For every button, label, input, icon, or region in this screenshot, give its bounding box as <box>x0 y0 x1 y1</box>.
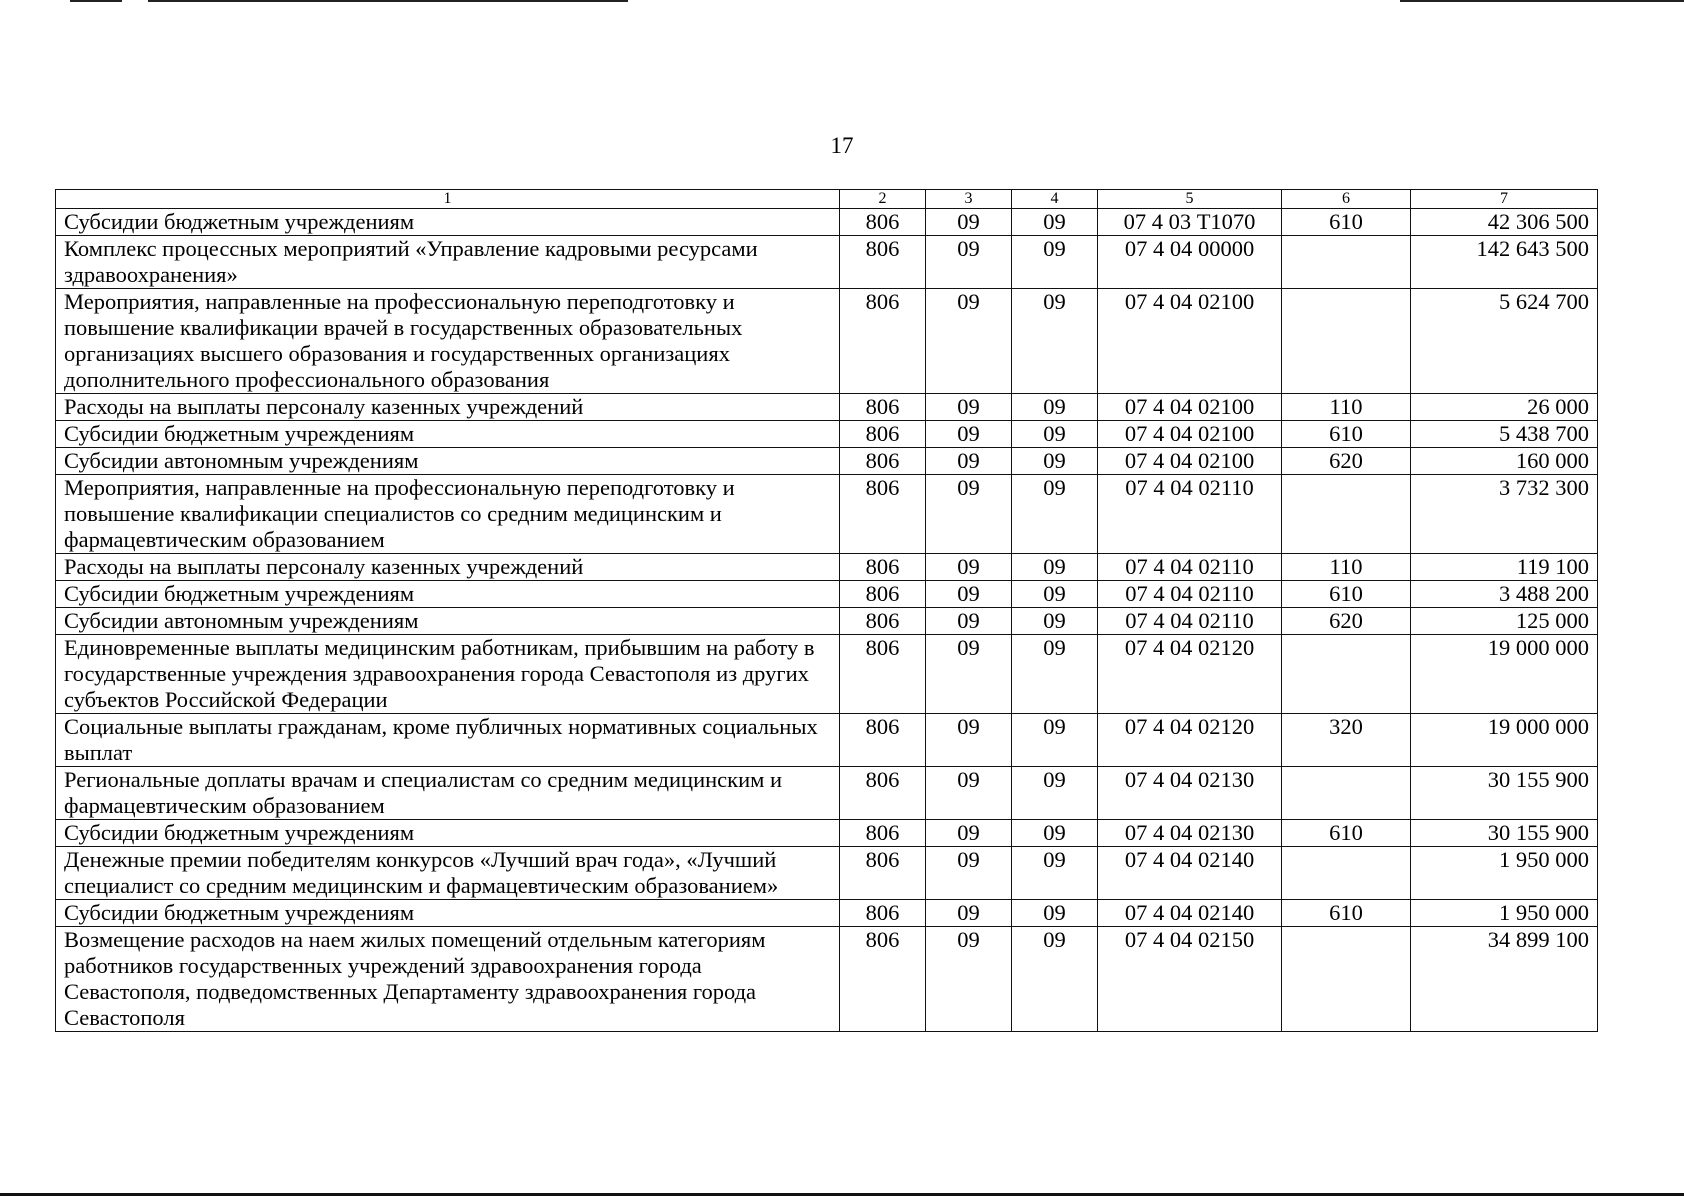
line-item-name: Денежные премии победителям конкурсов «Лучший врач года», «Лучший специалист со средним медицинским и фармацевтическим образованием» <box>56 847 840 900</box>
table-row <box>56 448 1598 475</box>
target-article-code: 07 4 04 02140 <box>1098 847 1282 900</box>
line-item-name: Мероприятия, направленные на профессиональную переподготовку и повышение квалификации врачей в государственных образовательных организациях высшего образования и государственных организациях дополнительного профессионального образования <box>56 289 840 394</box>
section-code: 09 <box>926 820 1012 847</box>
amount: 19 000 000 <box>1411 714 1598 767</box>
line-item-name: Субсидии автономным учреждениям <box>56 608 840 635</box>
amount: 119 100 <box>1411 554 1598 581</box>
table-row <box>56 927 1598 1032</box>
expense-type-code <box>1282 635 1411 714</box>
subsection-code: 09 <box>1012 475 1098 554</box>
amount: 1 950 000 <box>1411 900 1598 927</box>
column-number: 6 <box>1282 190 1411 209</box>
ministry-code: 806 <box>840 900 926 927</box>
column-number-row <box>56 190 1598 209</box>
section-code: 09 <box>926 714 1012 767</box>
subsection-code: 09 <box>1012 448 1098 475</box>
table-row <box>56 900 1598 927</box>
ministry-code: 806 <box>840 820 926 847</box>
table-row <box>56 767 1598 820</box>
line-item-name: Расходы на выплаты персоналу казенных учреждений <box>56 554 840 581</box>
section-code: 09 <box>926 394 1012 421</box>
subsection-code: 09 <box>1012 209 1098 236</box>
column-number: 7 <box>1411 190 1598 209</box>
section-code: 09 <box>926 927 1012 1032</box>
ministry-code: 806 <box>840 714 926 767</box>
amount: 26 000 <box>1411 394 1598 421</box>
ministry-code: 806 <box>840 635 926 714</box>
target-article-code: 07 4 04 02120 <box>1098 635 1282 714</box>
table-row <box>56 554 1598 581</box>
expense-type-code: 620 <box>1282 608 1411 635</box>
subsection-code: 09 <box>1012 608 1098 635</box>
amount: 5 624 700 <box>1411 289 1598 394</box>
table-row <box>56 581 1598 608</box>
ministry-code: 806 <box>840 448 926 475</box>
section-code: 09 <box>926 554 1012 581</box>
line-item-name: Субсидии бюджетным учреждениям <box>56 581 840 608</box>
ministry-code: 806 <box>840 475 926 554</box>
table-row <box>56 475 1598 554</box>
target-article-code: 07 4 04 02120 <box>1098 714 1282 767</box>
ministry-code: 806 <box>840 767 926 820</box>
subsection-code: 09 <box>1012 554 1098 581</box>
line-item-name: Социальные выплаты гражданам, кроме публичных нормативных социальных выплат <box>56 714 840 767</box>
section-code: 09 <box>926 767 1012 820</box>
expense-type-code: 320 <box>1282 714 1411 767</box>
ministry-code: 806 <box>840 847 926 900</box>
expense-type-code: 610 <box>1282 209 1411 236</box>
target-article-code: 07 4 04 02100 <box>1098 289 1282 394</box>
expense-type-code: 610 <box>1282 581 1411 608</box>
column-number: 3 <box>926 190 1012 209</box>
section-code: 09 <box>926 236 1012 289</box>
target-article-code: 07 4 04 02150 <box>1098 927 1282 1032</box>
target-article-code: 07 4 04 02130 <box>1098 767 1282 820</box>
expense-type-code <box>1282 236 1411 289</box>
expense-type-code <box>1282 927 1411 1032</box>
amount: 19 000 000 <box>1411 635 1598 714</box>
amount: 3 732 300 <box>1411 475 1598 554</box>
amount: 160 000 <box>1411 448 1598 475</box>
amount: 5 438 700 <box>1411 421 1598 448</box>
ministry-code: 806 <box>840 236 926 289</box>
table-row <box>56 635 1598 714</box>
page-number: 17 <box>830 133 854 158</box>
table-row <box>56 714 1598 767</box>
top-scan-rule <box>148 0 628 2</box>
target-article-code: 07 4 04 02130 <box>1098 820 1282 847</box>
ministry-code: 806 <box>840 289 926 394</box>
subsection-code: 09 <box>1012 900 1098 927</box>
subsection-code: 09 <box>1012 820 1098 847</box>
column-number: 2 <box>840 190 926 209</box>
amount: 34 899 100 <box>1411 927 1598 1032</box>
target-article-code: 07 4 04 02100 <box>1098 394 1282 421</box>
amount: 3 488 200 <box>1411 581 1598 608</box>
subsection-code: 09 <box>1012 581 1098 608</box>
target-article-code: 07 4 04 02100 <box>1098 448 1282 475</box>
line-item-name: Возмещение расходов на наем жилых помещений отдельным категориям работников государственных учреждений здравоохранения города Севастополя, подведомственных Департаменту здравоохранения города Севастополя <box>56 927 840 1032</box>
amount: 1 950 000 <box>1411 847 1598 900</box>
section-code: 09 <box>926 448 1012 475</box>
amount: 125 000 <box>1411 608 1598 635</box>
subsection-code: 09 <box>1012 236 1098 289</box>
subsection-code: 09 <box>1012 927 1098 1032</box>
target-article-code: 07 4 04 02110 <box>1098 554 1282 581</box>
table-row <box>56 209 1598 236</box>
target-article-code: 07 4 03 Т1070 <box>1098 209 1282 236</box>
expense-type-code <box>1282 767 1411 820</box>
section-code: 09 <box>926 475 1012 554</box>
top-scan-rule <box>70 0 122 2</box>
target-article-code: 07 4 04 02110 <box>1098 475 1282 554</box>
expense-type-code: 110 <box>1282 394 1411 421</box>
section-code: 09 <box>926 209 1012 236</box>
table-row <box>56 289 1598 394</box>
table-row <box>56 421 1598 448</box>
expense-type-code <box>1282 847 1411 900</box>
line-item-name: Единовременные выплаты медицинским работникам, прибывшим на работу в государственные учреждения здравоохранения города Севастополя из других субъектов Российской Федерации <box>56 635 840 714</box>
amount: 142 643 500 <box>1411 236 1598 289</box>
line-item-name: Расходы на выплаты персоналу казенных учреждений <box>56 394 840 421</box>
subsection-code: 09 <box>1012 421 1098 448</box>
target-article-code: 07 4 04 02110 <box>1098 581 1282 608</box>
target-article-code: 07 4 04 02100 <box>1098 421 1282 448</box>
line-item-name: Комплекс процессных мероприятий «Управление кадровыми ресурсами здравоохранения» <box>56 236 840 289</box>
amount: 30 155 900 <box>1411 767 1598 820</box>
target-article-code: 07 4 04 02140 <box>1098 900 1282 927</box>
section-code: 09 <box>926 581 1012 608</box>
ministry-code: 806 <box>840 581 926 608</box>
subsection-code: 09 <box>1012 847 1098 900</box>
column-number: 4 <box>1012 190 1098 209</box>
section-code: 09 <box>926 289 1012 394</box>
table-row <box>56 394 1598 421</box>
column-number: 1 <box>56 190 840 209</box>
target-article-code: 07 4 04 00000 <box>1098 236 1282 289</box>
expense-type-code: 610 <box>1282 900 1411 927</box>
budget-table <box>55 189 1598 1032</box>
amount: 30 155 900 <box>1411 820 1598 847</box>
amount: 42 306 500 <box>1411 209 1598 236</box>
column-number: 5 <box>1098 190 1282 209</box>
line-item-name: Региональные доплаты врачам и специалистам со средним медицинским и фармацевтическим образованием <box>56 767 840 820</box>
line-item-name: Субсидии бюджетным учреждениям <box>56 421 840 448</box>
line-item-name: Субсидии бюджетным учреждениям <box>56 820 840 847</box>
subsection-code: 09 <box>1012 635 1098 714</box>
section-code: 09 <box>926 900 1012 927</box>
section-code: 09 <box>926 608 1012 635</box>
table-row <box>56 847 1598 900</box>
table-row <box>56 820 1598 847</box>
line-item-name: Субсидии бюджетным учреждениям <box>56 900 840 927</box>
section-code: 09 <box>926 635 1012 714</box>
table-row <box>56 608 1598 635</box>
expense-type-code: 610 <box>1282 820 1411 847</box>
line-item-name: Субсидии автономным учреждениям <box>56 448 840 475</box>
subsection-code: 09 <box>1012 767 1098 820</box>
ministry-code: 806 <box>840 927 926 1032</box>
ministry-code: 806 <box>840 209 926 236</box>
line-item-name: Субсидии бюджетным учреждениям <box>56 209 840 236</box>
expense-type-code: 110 <box>1282 554 1411 581</box>
ministry-code: 806 <box>840 421 926 448</box>
line-item-name: Мероприятия, направленные на профессиональную переподготовку и повышение квалификации специалистов со средним медицинским и фармацевтическим образованием <box>56 475 840 554</box>
bottom-scan-rule <box>0 1193 1684 1196</box>
ministry-code: 806 <box>840 394 926 421</box>
section-code: 09 <box>926 421 1012 448</box>
top-scan-rule <box>1400 0 1684 2</box>
table-row <box>56 236 1598 289</box>
ministry-code: 806 <box>840 554 926 581</box>
expense-type-code: 610 <box>1282 421 1411 448</box>
target-article-code: 07 4 04 02110 <box>1098 608 1282 635</box>
subsection-code: 09 <box>1012 394 1098 421</box>
section-code: 09 <box>926 847 1012 900</box>
subsection-code: 09 <box>1012 714 1098 767</box>
expense-type-code <box>1282 289 1411 394</box>
subsection-code: 09 <box>1012 289 1098 394</box>
expense-type-code <box>1282 475 1411 554</box>
ministry-code: 806 <box>840 608 926 635</box>
expense-type-code: 620 <box>1282 448 1411 475</box>
